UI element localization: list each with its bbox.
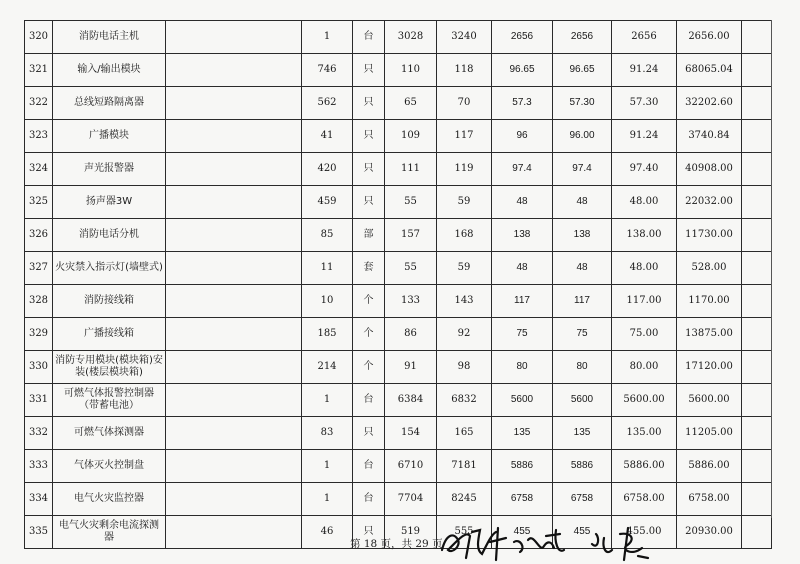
- table-row: [25, 318, 772, 351]
- quantity: 1: [302, 450, 353, 483]
- unit: 个: [353, 285, 385, 318]
- row-number: 326: [25, 219, 53, 252]
- blank-cell: [742, 351, 772, 384]
- quantity: 420: [302, 153, 353, 186]
- price-col-5: 5600.00: [612, 384, 677, 417]
- price-col-4: 80: [553, 351, 612, 384]
- price-col-3: 6758: [492, 483, 553, 516]
- price-col-5: 80.00: [612, 351, 677, 384]
- row-number: 321: [25, 54, 53, 87]
- item-name: 消防专用模块(模块箱)安装(楼层模块箱): [53, 351, 166, 384]
- price-col-2: 555: [437, 516, 492, 549]
- price-col-3: 117: [492, 285, 553, 318]
- row-number: 329: [25, 318, 53, 351]
- unit: 只: [353, 87, 385, 120]
- price-col-1: 133: [385, 285, 437, 318]
- price-col-4: 75: [553, 318, 612, 351]
- quantity: 85: [302, 219, 353, 252]
- table-row: [25, 351, 772, 384]
- quantity: 83: [302, 417, 353, 450]
- table-row: [25, 87, 772, 120]
- price-col-4: 48: [553, 252, 612, 285]
- quantity: 1: [302, 21, 353, 54]
- total-amount: 11730.00: [677, 219, 742, 252]
- price-col-4: 57.30: [553, 87, 612, 120]
- price-col-5: 48.00: [612, 252, 677, 285]
- blank-cell: [166, 219, 302, 252]
- row-number: 327: [25, 252, 53, 285]
- price-col-4: 5886: [553, 450, 612, 483]
- price-col-1: 55: [385, 186, 437, 219]
- quantity: 214: [302, 351, 353, 384]
- price-col-1: 86: [385, 318, 437, 351]
- quantity: 10: [302, 285, 353, 318]
- blank-cell: [742, 21, 772, 54]
- price-col-5: 138.00: [612, 219, 677, 252]
- quantity: 1: [302, 483, 353, 516]
- blank-cell: [166, 21, 302, 54]
- blank-cell: [742, 219, 772, 252]
- price-col-4: 48: [553, 186, 612, 219]
- price-table: [24, 20, 772, 549]
- total-amount: 32202.60: [677, 87, 742, 120]
- unit: 只: [353, 417, 385, 450]
- price-col-4: 97.4: [553, 153, 612, 186]
- price-col-2: 3240: [437, 21, 492, 54]
- price-col-2: 59: [437, 186, 492, 219]
- quantity: 185: [302, 318, 353, 351]
- blank-cell: [742, 318, 772, 351]
- blank-cell: [166, 87, 302, 120]
- price-col-3: 48: [492, 252, 553, 285]
- item-name: 消防接线箱: [53, 285, 166, 318]
- blank-cell: [742, 120, 772, 153]
- price-col-1: 154: [385, 417, 437, 450]
- blank-cell: [742, 417, 772, 450]
- price-col-1: 6384: [385, 384, 437, 417]
- price-col-3: 138: [492, 219, 553, 252]
- item-name: 消防电话分机: [53, 219, 166, 252]
- price-col-3: 5886: [492, 450, 553, 483]
- quantity: 11: [302, 252, 353, 285]
- price-col-3: 75: [492, 318, 553, 351]
- total-amount: 1170.00: [677, 285, 742, 318]
- item-name: 火灾禁入指示灯(墙壁式): [53, 252, 166, 285]
- price-col-3: 455: [492, 516, 553, 549]
- price-col-2: 98: [437, 351, 492, 384]
- item-name: 输入/输出模块: [53, 54, 166, 87]
- row-number: 324: [25, 153, 53, 186]
- price-col-3: 80: [492, 351, 553, 384]
- total-amount: 5886.00: [677, 450, 742, 483]
- blank-cell: [166, 252, 302, 285]
- item-name: 广播模块: [53, 120, 166, 153]
- price-col-4: 2656: [553, 21, 612, 54]
- item-name: 总线短路隔离器: [53, 87, 166, 120]
- table-row: [25, 120, 772, 153]
- quantity: 46: [302, 516, 353, 549]
- price-col-5: 117.00: [612, 285, 677, 318]
- price-col-1: 109: [385, 120, 437, 153]
- unit: 台: [353, 450, 385, 483]
- row-number: 328: [25, 285, 53, 318]
- item-name: 广播接线箱: [53, 318, 166, 351]
- signature: [436, 520, 656, 564]
- price-col-3: 97.4: [492, 153, 553, 186]
- blank-cell: [166, 318, 302, 351]
- price-col-1: 110: [385, 54, 437, 87]
- unit: 只: [353, 186, 385, 219]
- blank-cell: [742, 483, 772, 516]
- price-col-1: 3028: [385, 21, 437, 54]
- price-col-2: 165: [437, 417, 492, 450]
- blank-cell: [742, 87, 772, 120]
- blank-cell: [166, 120, 302, 153]
- unit: 个: [353, 351, 385, 384]
- price-col-2: 168: [437, 219, 492, 252]
- total-amount: 68065.04: [677, 54, 742, 87]
- row-number: 332: [25, 417, 53, 450]
- table-row: [25, 417, 772, 450]
- page-edge-line: [771, 20, 772, 518]
- price-col-3: 2656: [492, 21, 553, 54]
- blank-cell: [742, 285, 772, 318]
- blank-cell: [166, 285, 302, 318]
- blank-cell: [742, 450, 772, 483]
- blank-cell: [166, 351, 302, 384]
- blank-cell: [742, 186, 772, 219]
- price-col-5: 135.00: [612, 417, 677, 450]
- price-col-4: 135: [553, 417, 612, 450]
- blank-cell: [742, 153, 772, 186]
- total-amount: 2656.00: [677, 21, 742, 54]
- price-col-3: 135: [492, 417, 553, 450]
- price-col-3: 96.65: [492, 54, 553, 87]
- table-row: [25, 186, 772, 219]
- price-col-2: 119: [437, 153, 492, 186]
- price-col-5: 91.24: [612, 120, 677, 153]
- price-col-2: 7181: [437, 450, 492, 483]
- unit: 只: [353, 120, 385, 153]
- row-number: 331: [25, 384, 53, 417]
- price-col-4: 455: [553, 516, 612, 549]
- price-col-5: 57.30: [612, 87, 677, 120]
- row-number: 330: [25, 351, 53, 384]
- blank-cell: [166, 54, 302, 87]
- unit: 只: [353, 54, 385, 87]
- table-row: [25, 219, 772, 252]
- price-col-2: 143: [437, 285, 492, 318]
- blank-cell: [166, 186, 302, 219]
- price-col-3: 96: [492, 120, 553, 153]
- row-number: 325: [25, 186, 53, 219]
- total-amount: 3740.84: [677, 120, 742, 153]
- item-name: 电气火灾监控器: [53, 483, 166, 516]
- row-number: 320: [25, 21, 53, 54]
- blank-cell: [166, 153, 302, 186]
- blank-cell: [742, 384, 772, 417]
- unit: 只: [353, 153, 385, 186]
- unit: 只: [353, 516, 385, 549]
- item-name: 扬声器3W: [53, 186, 166, 219]
- price-col-5: 75.00: [612, 318, 677, 351]
- total-amount: 6758.00: [677, 483, 742, 516]
- price-col-2: 117: [437, 120, 492, 153]
- price-col-4: 117: [553, 285, 612, 318]
- unit: 台: [353, 384, 385, 417]
- blank-cell: [742, 252, 772, 285]
- price-col-4: 6758: [553, 483, 612, 516]
- price-col-4: 5600: [553, 384, 612, 417]
- row-number: 322: [25, 87, 53, 120]
- page-number: 第 18 页，共 29 页: [350, 538, 443, 550]
- table-row: [25, 153, 772, 186]
- price-col-2: 6832: [437, 384, 492, 417]
- quantity: 746: [302, 54, 353, 87]
- item-name: 可燃气体报警控制器（带蓄电池）: [53, 384, 166, 417]
- price-col-1: 111: [385, 153, 437, 186]
- quantity: 562: [302, 87, 353, 120]
- row-number: 333: [25, 450, 53, 483]
- table-row: [25, 285, 772, 318]
- price-col-2: 92: [437, 318, 492, 351]
- quantity: 41: [302, 120, 353, 153]
- price-col-5: 6758.00: [612, 483, 677, 516]
- unit: 台: [353, 21, 385, 54]
- row-number: 323: [25, 120, 53, 153]
- blank-cell: [166, 450, 302, 483]
- table-row: [25, 21, 772, 54]
- table-body: [25, 21, 772, 549]
- unit: 个: [353, 318, 385, 351]
- total-amount: 13875.00: [677, 318, 742, 351]
- price-col-5: 2656: [612, 21, 677, 54]
- item-name: 消防电话主机: [53, 21, 166, 54]
- price-col-3: 48: [492, 186, 553, 219]
- price-col-2: 118: [437, 54, 492, 87]
- blank-cell: [742, 516, 772, 549]
- price-col-1: 519: [385, 516, 437, 549]
- item-name: 电气火灾剩余电流探测器: [53, 516, 166, 549]
- blank-cell: [166, 417, 302, 450]
- price-col-1: 6710: [385, 450, 437, 483]
- price-col-2: 59: [437, 252, 492, 285]
- row-number: 335: [25, 516, 53, 549]
- price-col-3: 57.3: [492, 87, 553, 120]
- total-amount: 5600.00: [677, 384, 742, 417]
- price-col-3: 5600: [492, 384, 553, 417]
- price-col-2: 8245: [437, 483, 492, 516]
- total-amount: 20930.00: [677, 516, 742, 549]
- blank-cell: [166, 384, 302, 417]
- price-col-5: 48.00: [612, 186, 677, 219]
- price-col-1: 157: [385, 219, 437, 252]
- blank-cell: [742, 54, 772, 87]
- quantity: 459: [302, 186, 353, 219]
- table-row: [25, 54, 772, 87]
- price-col-2: 70: [437, 87, 492, 120]
- price-col-5: 97.40: [612, 153, 677, 186]
- total-amount: 22032.00: [677, 186, 742, 219]
- total-amount: 528.00: [677, 252, 742, 285]
- total-amount: 11205.00: [677, 417, 742, 450]
- item-name: 气体灭火控制盘: [53, 450, 166, 483]
- price-col-5: 455.00: [612, 516, 677, 549]
- item-name: 声光报警器: [53, 153, 166, 186]
- price-col-4: 96.00: [553, 120, 612, 153]
- blank-cell: [166, 516, 302, 549]
- price-col-1: 65: [385, 87, 437, 120]
- price-col-5: 5886.00: [612, 450, 677, 483]
- price-col-1: 91: [385, 351, 437, 384]
- total-amount: 17120.00: [677, 351, 742, 384]
- price-col-1: 7704: [385, 483, 437, 516]
- table-row: [25, 450, 772, 483]
- unit: 套: [353, 252, 385, 285]
- price-col-1: 55: [385, 252, 437, 285]
- unit: 部: [353, 219, 385, 252]
- table-row: [25, 252, 772, 285]
- table-row: [25, 483, 772, 516]
- total-amount: 40908.00: [677, 153, 742, 186]
- quantity: 1: [302, 384, 353, 417]
- price-col-5: 91.24: [612, 54, 677, 87]
- unit: 台: [353, 483, 385, 516]
- price-col-4: 138: [553, 219, 612, 252]
- table-row: [25, 384, 772, 417]
- price-col-4: 96.65: [553, 54, 612, 87]
- blank-cell: [166, 483, 302, 516]
- item-name: 可燃气体探测器: [53, 417, 166, 450]
- row-number: 334: [25, 483, 53, 516]
